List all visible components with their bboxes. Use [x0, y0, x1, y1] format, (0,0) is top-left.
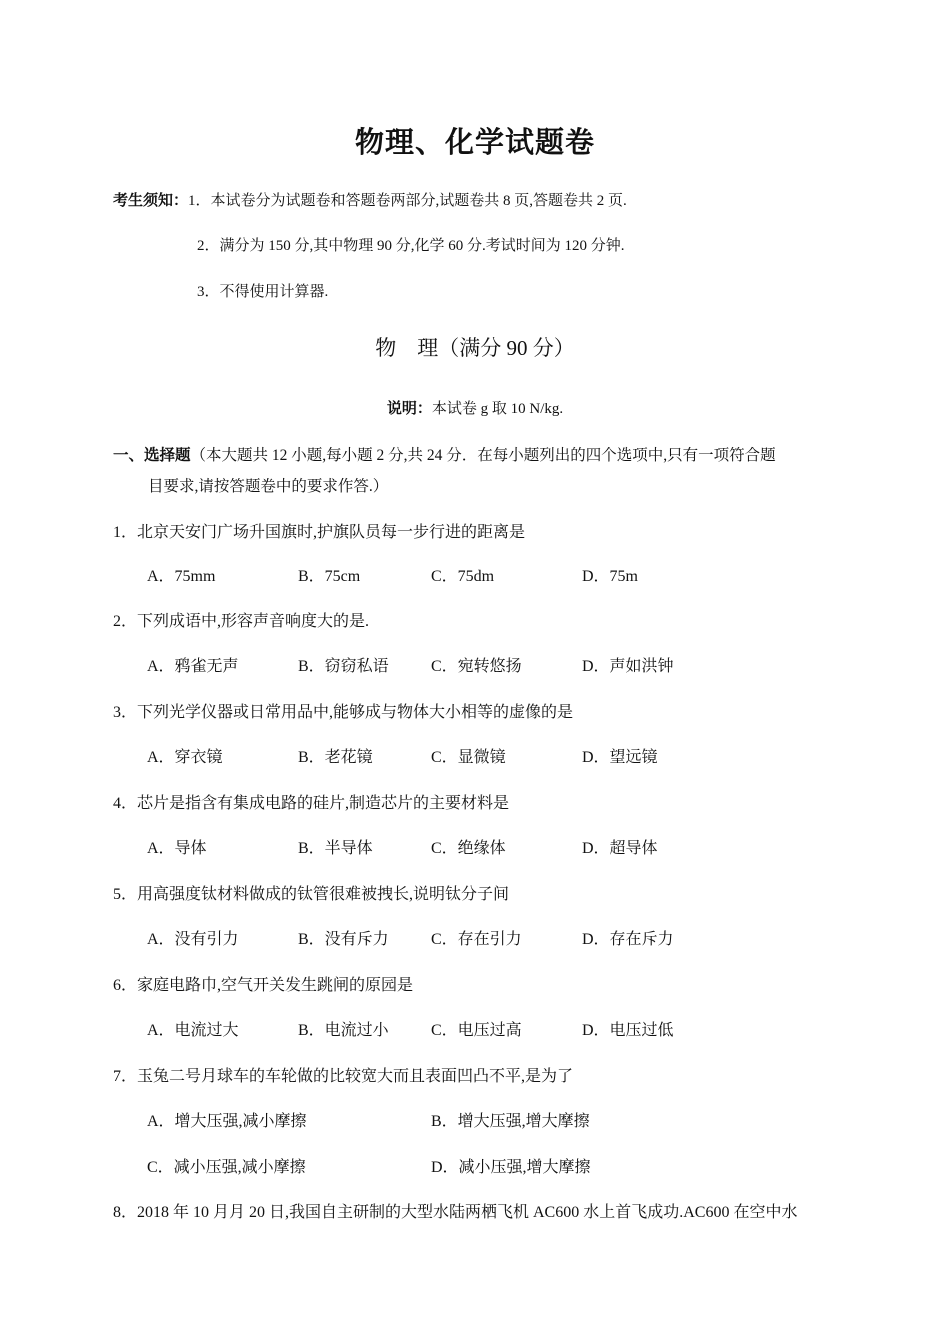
notice-item: 2．满分为 150 分,其中物理 90 分,化学 60 分.考试时间为 120 分钟.	[197, 238, 625, 254]
notice-item: 1．本试卷分为试题卷和答题卷两部分,试题卷共 8 页,答题卷共 2 页.	[188, 193, 627, 209]
option-d: D．75m	[582, 568, 639, 585]
question-stem: 5．用高强度钛材料做成的钛管很难被拽长,说明钛分子间	[113, 886, 510, 903]
option-d: D．望远镜	[582, 749, 658, 766]
question-stem: 1．北京天安门广场升国旗时,护旗队员每一步行进的距离是	[113, 524, 526, 541]
option-a: A．没有引力	[147, 931, 239, 948]
question-stem: 2．下列成语中,形容声音响度大的是.	[113, 613, 370, 630]
option-b: B．没有斥力	[298, 931, 389, 948]
option-c: C．减小压强,减小摩擦	[147, 1159, 306, 1176]
question-stem: 3．下列光学仪器或日常用品中,能够成与物体大小相等的虚像的是	[113, 704, 574, 721]
option-a: A．鸦雀无声	[147, 658, 239, 675]
option-c: C．显微镜	[431, 749, 506, 766]
option-b: B．增大压强,增大摩擦	[431, 1113, 590, 1130]
option-a: A．75mm	[147, 568, 216, 585]
question-stem: 6．家庭电路巾,空气开关发生跳闸的原园是	[113, 977, 414, 994]
section-line-2: 目要求,请按答题卷中的要求作答.）	[148, 478, 389, 495]
question-stem: 7．玉兔二号月球车的车轮做的比较宽大而且表面凹凸不平,是为了	[113, 1068, 574, 1085]
option-b: B．窃窃私语	[298, 658, 389, 675]
option-c: C．电压过高	[431, 1022, 522, 1039]
option-c: C．宛转悠扬	[431, 658, 522, 675]
section-subtitle: 物 理（满分 90 分）	[375, 336, 575, 360]
explain-text: 本试卷 g 取 10 N/kg.	[431, 401, 564, 417]
question-stem: 4．芯片是指含有集成电路的硅片,制造芯片的主要材料是	[113, 795, 510, 812]
section-label: 一、选择题	[113, 446, 191, 464]
explain-note	[0, 397, 950, 418]
option-b: B．75cm	[298, 568, 361, 585]
option-b: B．电流过小	[298, 1022, 389, 1039]
option-a: A．电流过大	[147, 1022, 239, 1039]
option-d: D．声如洪钟	[582, 658, 674, 675]
option-d: D．超导体	[582, 840, 658, 857]
option-d: D．减小压强,增大摩擦	[431, 1159, 591, 1176]
option-c: C．绝缘体	[431, 840, 506, 857]
option-c: C．存在引力	[431, 931, 522, 948]
question-stem: 8．2018 年 10 月月 20 日,我国自主研制的大型水陆两栖飞机 AC600 水上首飞成功.AC600 在空中水	[113, 1204, 798, 1221]
explain-label: 说明：	[386, 399, 432, 417]
option-d: D．电压过低	[582, 1022, 674, 1039]
option-a: A．增大压强,减小摩擦	[147, 1113, 307, 1130]
option-c: C．75dm	[431, 568, 495, 585]
option-a: A．穿衣镜	[147, 749, 223, 766]
page-title: 物理、化学试题卷	[354, 125, 595, 159]
option-a: A．导体	[147, 840, 207, 857]
section-desc: （本大题共 12 小题,每小题 2 分,共 24 分．在每小题列出的四个选项中,只有一项符合题	[190, 447, 776, 464]
section-line-1	[113, 443, 776, 465]
notice-line-1	[113, 189, 627, 210]
option-d: D．存在斥力	[582, 931, 674, 948]
option-b: B．半导体	[298, 840, 373, 857]
option-b: B．老花镜	[298, 749, 373, 766]
notice-item: 3．不得使用计算器.	[197, 284, 329, 300]
notice-label: 考生须知：	[113, 191, 189, 209]
